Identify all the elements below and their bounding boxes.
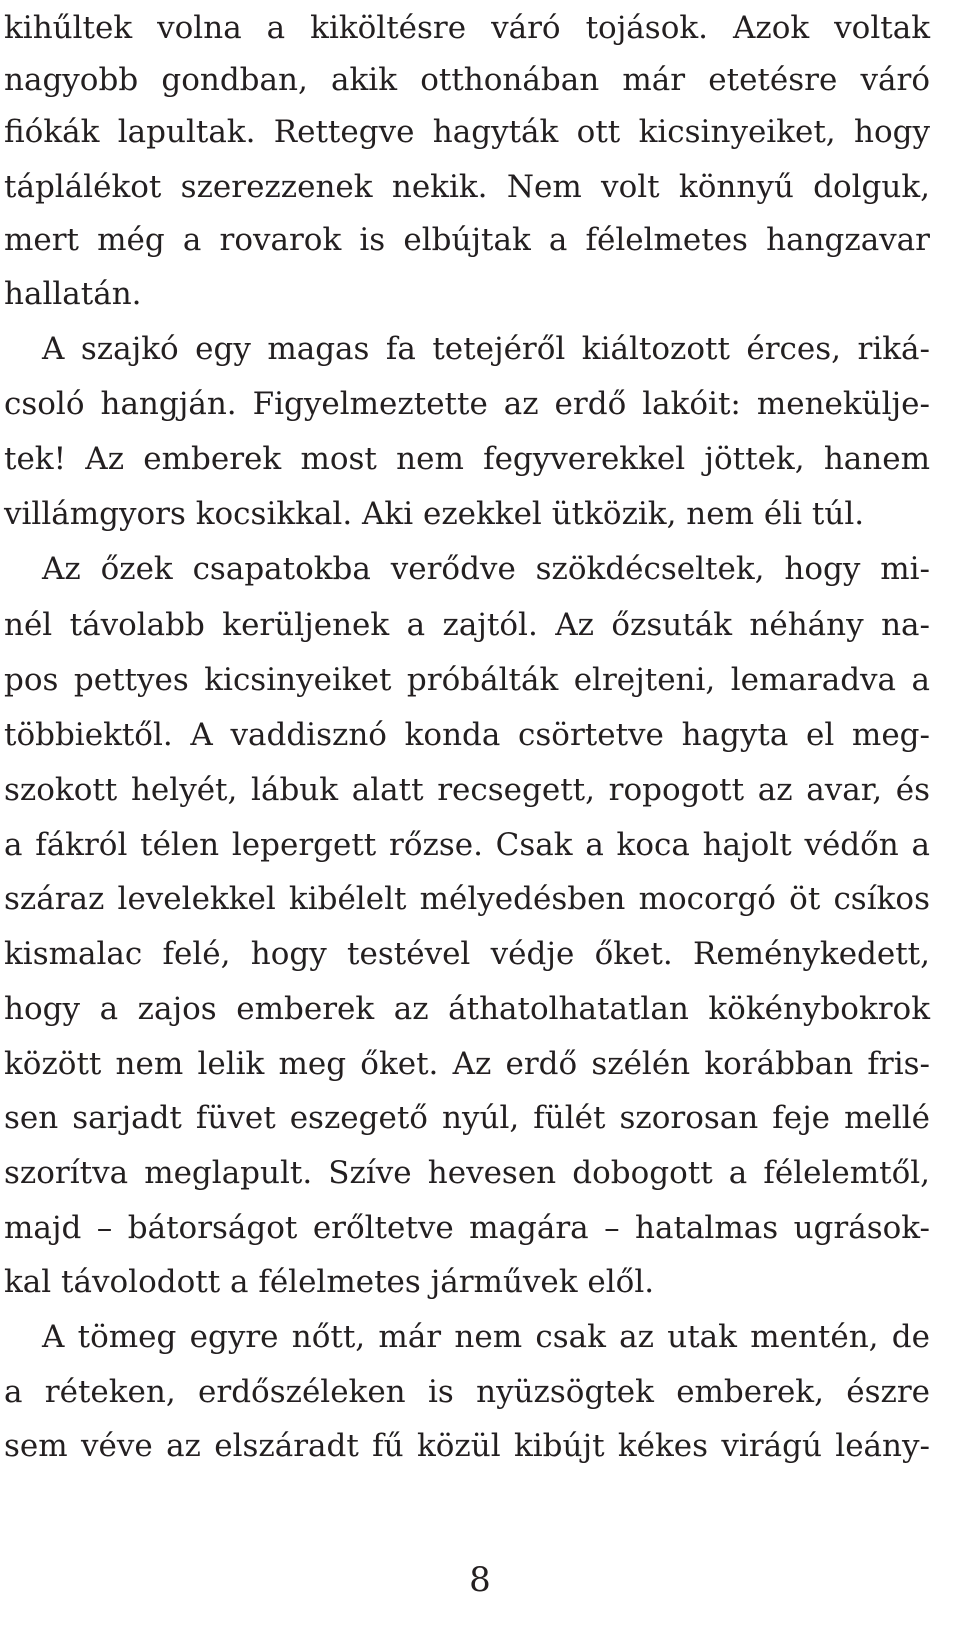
text-line: között nem lelik meg őket. Az erdő szélén korábban fris-: [4, 1046, 930, 1082]
paragraph-first-line: A tömeg egyre nőtt, már nem csak az utak mentén, de: [42, 1319, 930, 1355]
text-line: táplálékot szerezzenek nekik. Nem volt könnyű dolguk,: [4, 169, 930, 205]
paragraph-first-line: A szajkó egy magas fa tetejéről kiáltozott érces, riká-: [42, 331, 930, 367]
text-line: száraz levelekkel kibélelt mélyedésben mocorgó öt csíkos: [4, 881, 930, 917]
text-line: sem véve az elszáradt fű közül kibújt kékes virágú leány-: [4, 1428, 930, 1464]
text-line: nagyobb gondban, akik otthonában már etetésre váró: [4, 62, 930, 98]
text-line: kismalac felé, hogy testével védje őket. Reménykedett,: [4, 936, 930, 972]
text-line: csoló hangján. Figyelmeztette az erdő lakóit: menekülje-: [4, 386, 930, 422]
text-line: fiókák lapultak. Rettegve hagyták ott kicsinyeiket, hogy: [4, 114, 930, 150]
text-line: szokott helyét, lábuk alatt recsegett, ropogott az avar, és: [4, 772, 930, 808]
text-line: hogy a zajos emberek az áthatolhatatlan kökénybokrok: [4, 991, 930, 1027]
text-line: tek! Az emberek most nem fegyverekkel jöttek, hanem: [4, 441, 930, 477]
page-number: 8: [469, 1560, 491, 1600]
text-line: kihűltek volna a kiköltésre váró tojások. Azok voltak: [4, 10, 930, 46]
text-line: villámgyors kocsikkal. Aki ezekkel ütközik, nem éli túl.: [4, 496, 865, 532]
text-line: pos pettyes kicsinyeiket próbálták elrejteni, lemaradva a: [4, 662, 930, 698]
text-line: kal távolodott a félelmetes járművek elől.: [4, 1264, 655, 1300]
text-line: sen sarjadt füvet eszegető nyúl, fülét szorosan feje mellé: [4, 1100, 930, 1136]
text-line: majd – bátorságot erőltetve magára – hatalmas ugrások-: [4, 1210, 930, 1246]
text-line: hallatán.: [4, 276, 142, 312]
text-line: szorítva meglapult. Szíve hevesen dobogott a félelemtől,: [4, 1155, 930, 1191]
text-line: mert még a rovarok is elbújtak a félelmetes hangzavar: [4, 222, 930, 258]
text-line: a fákról télen lepergett rőzse. Csak a koca hajolt védőn a: [4, 827, 930, 863]
paragraph-first-line: Az őzek csapatokba verődve szökdécseltek, hogy mi-: [42, 551, 930, 587]
text-line: a réteken, erdőszéleken is nyüzsögtek emberek, észre: [4, 1374, 930, 1410]
text-line: többiektől. A vaddisznó konda csörtetve hagyta el meg-: [4, 717, 930, 753]
text-line: nél távolabb kerüljenek a zajtól. Az őzsuták néhány na-: [4, 607, 930, 643]
